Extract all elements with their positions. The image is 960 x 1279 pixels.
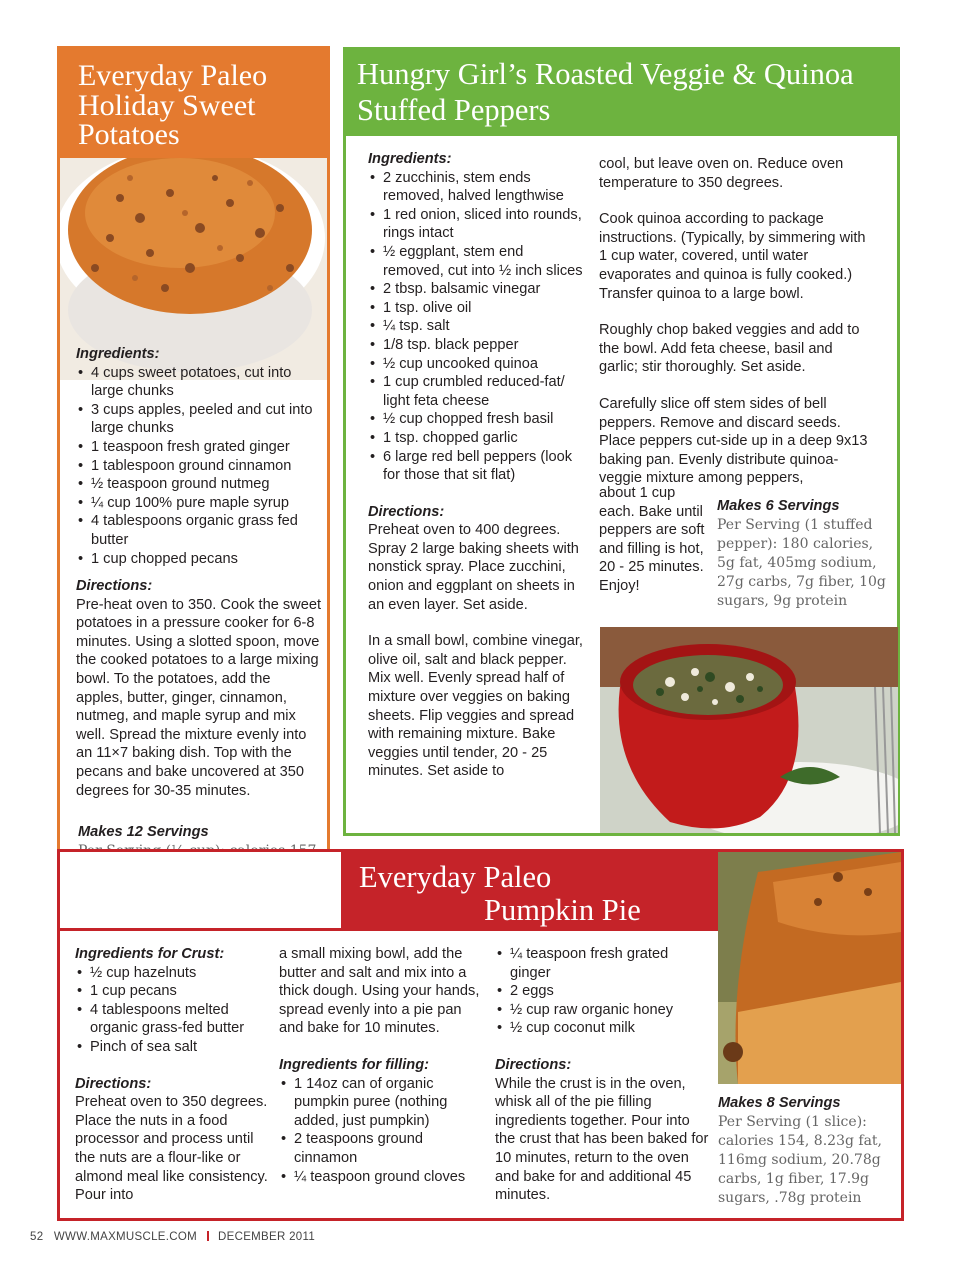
makes-servings: Makes 8 Servings — [718, 1095, 841, 1111]
sweet-potatoes-recipe — [57, 46, 330, 912]
ingredients-heading: Ingredients: — [76, 346, 160, 362]
directions-paragraph: about 1 cup each. Bake until peppers are soft and filling is hot, 20 - 25 minutes. Enjoy! — [599, 485, 705, 594]
stuffed-pepper-photo — [600, 627, 898, 833]
list-item: • ½ cup coconut milk — [495, 1019, 710, 1038]
directions-text: a small mixing bowl, add the butter and salt and mix into a thick dough. Using your hands, spread evenly into a pie pan and bake for 10 minutes. — [279, 946, 480, 1037]
list-item: • 6 large red bell peppers (look for those that sit flat) — [368, 448, 583, 485]
nutrition-info: Per Serving (1 slice): calories 154, 8.23g fat, 116mg sodium, 20.78g carbs, 1g fiber, 17.9g sugars, .78g protein — [718, 1114, 882, 1206]
directions-paragraph: Cook quinoa according to package instructions. (Typically, by simmering with 1 cup water, covered, until water evaporates and quinoa is fully cooked.) Transfer quinoa to a large bowl. — [599, 211, 866, 302]
filling-ingredients-list — [495, 945, 710, 1038]
list-item: • 4 cups sweet potatoes, cut into large chunks — [76, 364, 316, 401]
pumpkin-pie-title: Everyday Paleo — [359, 860, 552, 894]
list-item: • 1 cup pecans — [75, 982, 275, 1001]
list-item: • 1 tsp. chopped garlic — [368, 429, 583, 448]
makes-servings: Makes 12 Servings — [78, 824, 209, 840]
pumpkin-pie-column-1 — [75, 945, 275, 1205]
list-item: • 2 eggs — [495, 982, 710, 1001]
directions-heading: Directions: — [76, 578, 153, 594]
stuffed-peppers-column-1 — [368, 150, 583, 781]
list-item: • ¼ tsp. salt — [368, 317, 583, 336]
pumpkin-pie-column-3 — [495, 945, 710, 1205]
list-item: • 1 teaspoon fresh grated ginger — [76, 438, 316, 457]
title-line: Hungry Girl’s Roasted Veggie & Quinoa — [357, 57, 854, 91]
directions-heading: Directions: — [75, 1075, 152, 1092]
list-item: • ½ cup raw organic honey — [495, 1001, 710, 1020]
crust-ingredients-heading: Ingredients for Crust: — [75, 946, 225, 962]
list-item: • 1 tablespoon ground cinnamon — [76, 457, 316, 476]
footer-divider — [207, 1231, 209, 1241]
list-item: • 1/8 tsp. black pepper — [368, 336, 583, 355]
list-item: • Pinch of sea salt — [75, 1038, 275, 1057]
directions-text: Pre-heat oven to 350. Cook the sweet potatoes in a pressure cooker for 6-8 minutes. Using a slotted spoon, move the cooked potatoes to a large mixing bowl. To the potatoes, add the apples, butter, ginger, cinnamon, nutmeg, and maple syrup and mix well. Spread the mixture evenly into an 11×7 baking dish. Top with the pecans and bake uncovered at 350 degrees for 30-35 minutes. — [76, 596, 322, 799]
filling-ingredients-list — [279, 1075, 484, 1187]
list-item: • ½ cup chopped fresh basil — [368, 410, 583, 429]
list-item: • ½ cup hazelnuts — [75, 964, 275, 983]
pumpkin-pie-top-band — [60, 852, 341, 931]
stuffed-peppers-servings — [717, 497, 887, 611]
pumpkin-pie-photo — [718, 852, 901, 1084]
directions-paragraph: Preheat oven to 400 degrees. Spray 2 large baking sheets with nonstick spray. Place zucchini, onion and eggplant on sheets in an even layer. Set aside. — [368, 522, 579, 613]
pumpkin-pie-title: Pumpkin Pie — [484, 893, 641, 927]
list-item: • 1 14oz can of organic pumpkin puree (nothing added, just pumpkin) — [279, 1075, 484, 1131]
sweet-potatoes-title — [78, 61, 267, 150]
directions-text: Preheat oven to 350 degrees. Place the nuts in a food processor and process until the nuts are a flour-like or almond meal like consistency. Pour into — [75, 1094, 268, 1204]
stuffed-peppers-directions-end — [599, 484, 709, 596]
sweet-potatoes-ingredients — [76, 345, 316, 568]
title-line: Holiday Sweet — [78, 88, 256, 122]
ingredients-list — [76, 364, 316, 569]
page-number: 52 — [30, 1231, 44, 1243]
filling-ingredients-heading: Ingredients for filling: — [279, 1056, 429, 1073]
pumpkin-pie-servings — [718, 1094, 898, 1208]
list-item: • 2 zucchinis, stem ends removed, halved lengthwise — [368, 169, 583, 206]
list-item: • ½ teaspoon ground nutmeg — [76, 475, 316, 494]
list-item: • ¼ teaspoon fresh grated ginger — [495, 945, 710, 982]
stuffed-peppers-recipe — [343, 47, 900, 836]
pumpkin-pie-column-2 — [279, 945, 484, 1186]
page-footer — [30, 1231, 315, 1243]
title-line: Potatoes — [78, 118, 180, 151]
list-item: • 1 tsp. olive oil — [368, 299, 583, 318]
nutrition-info: Per Serving (1 stuffed pepper): 180 calories, 5g fat, 405mg sodium, 27g carbs, 7g fiber, 10g sugars, 9g protein — [717, 517, 886, 609]
site-url: WWW.MAXMUSCLE.COM — [53, 1231, 198, 1243]
title-line: Stuffed Peppers — [357, 93, 551, 127]
directions-text: While the crust is in the oven, whisk all of the pie filling ingredients together. Pour into the crust that has been baked for 10 minutes, return to the oven and bake for and additional 45 minutes. — [495, 1075, 709, 1204]
directions-heading: Directions: — [368, 503, 445, 520]
list-item: • 1 cup chopped pecans — [76, 550, 316, 569]
ingredients-heading: Ingredients: — [368, 151, 452, 167]
list-item: • 2 tbsp. balsamic vinegar — [368, 280, 583, 299]
list-item: • ½ cup uncooked quinoa — [368, 355, 583, 374]
stuffed-peppers-title — [357, 56, 854, 128]
directions-paragraph: cool, but leave oven on. Reduce oven temperature to 350 degrees. — [599, 156, 844, 191]
list-item: • 4 tablespoons melted organic grass-fed butter — [75, 1001, 275, 1038]
list-item: • ¼ cup 100% pure maple syrup — [76, 494, 316, 513]
list-item: • 2 teaspoons ground cinnamon — [279, 1130, 484, 1167]
list-item: • 1 cup crumbled reduced-fat/ light feta cheese — [368, 373, 583, 410]
makes-servings: Makes 6 Servings — [717, 498, 840, 514]
title-line: Everyday Paleo — [78, 59, 268, 92]
directions-paragraph: In a small bowl, combine vinegar, olive oil, salt and black pepper. Mix well. Evenly spread half of mixture over veggies on baking sheets. Flip veggies and spread with remaining mixture. Bake veggies until tender, 20 - 25 minutes. Set aside to — [368, 633, 583, 780]
directions-paragraph: Carefully slice off stem sides of bell peppers. Remove and discard seeds. Place peppers cut-side up in a deep 9x13 baking pan. Evenly distribute quinoa-veggie mixture among peppers, — [599, 395, 868, 487]
list-item: • 1 red onion, sliced into rounds, rings intact — [368, 206, 583, 243]
list-item: • ¼ teaspoon ground cloves — [279, 1168, 484, 1187]
list-item: • 3 cups apples, peeled and cut into large chunks — [76, 401, 316, 438]
crust-ingredients-list — [75, 964, 275, 1057]
sweet-potatoes-directions — [76, 577, 321, 800]
list-item: • ½ eggplant, stem end removed, cut into ½ inch slices — [368, 243, 583, 280]
issue-date: DECEMBER 2011 — [218, 1231, 316, 1243]
directions-paragraph: Roughly chop baked veggies and add to the bowl. Add feta cheese, basil and garlic; stir thoroughly. Set aside. — [599, 322, 860, 376]
list-item: • 4 tablespoons organic grass fed butter — [76, 512, 316, 549]
filling-directions-heading: Directions: — [495, 1056, 572, 1073]
ingredients-list — [368, 169, 583, 485]
stuffed-peppers-column-2 — [599, 155, 874, 488]
pumpkin-pie-recipe — [57, 849, 904, 1221]
